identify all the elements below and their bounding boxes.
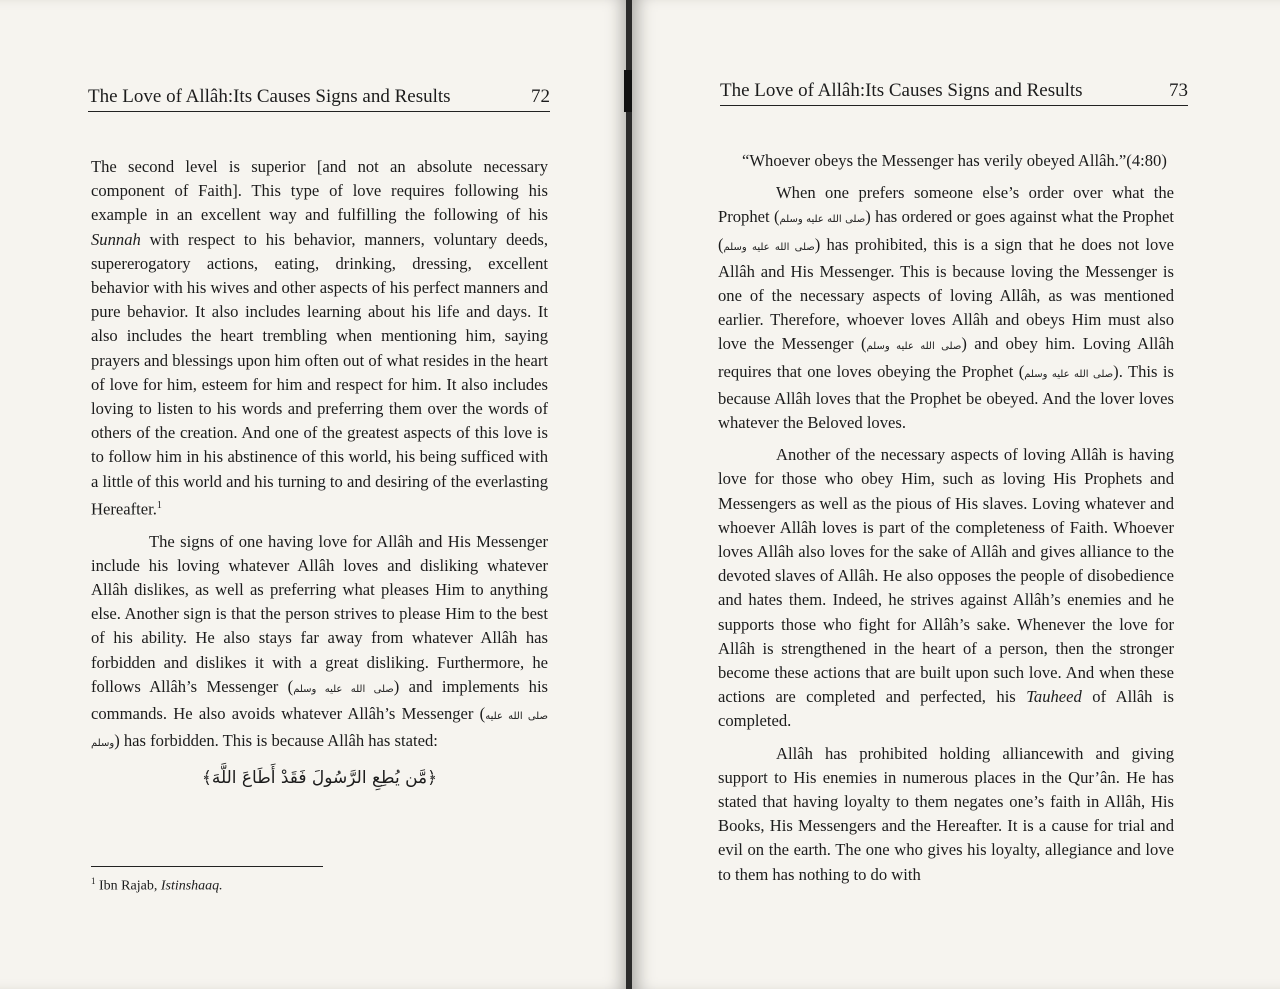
arabic-salutation: صلى الله عليه وسلم — [779, 214, 866, 226]
left-paragraph-2: The signs of one having love for Allâh and His Messenger include his loving whatever Allâh loves and disliking whatever Allâh dislikes, as well as preferring what pleases Him to anything else. Another sign is that the person strives to please Him to the best of his ability. He also stays far away from whatever Allâh has forbidden and dislikes it with a great disliking. Furthermore, he follows Allâh’s Messenger (صلى الله عليه وسلم) and implements his commands. He also avoids whatever Allâh’s Messenger (صلى الله عليه وسلم) has forbidden. This is because Allâh has stated: — [91, 531, 549, 751]
left-running-header — [88, 86, 550, 112]
arabic-salutation: صلى الله عليه وسلم — [293, 683, 394, 695]
arabic-salutation: صلى الله عليه وسلم — [723, 241, 815, 253]
right-body-text — [718, 149, 1174, 887]
right-page — [632, 0, 1280, 989]
left-paragraph-1: The second level is superior [and not an absolute necessary component of Faith]. This type of love requires following his example in an excellent way and fulfilling the following of his Sunnah with respect to his behavior, manners, voluntary deeds, supererogatory actions, eating, drinking, dressing, excellent behavior with his wives and other aspects of his perfect manners and pure behavior. It also includes learning about his life and days. It also includes the heart trembling when mentioning him, saying prayers and blessings upon him often out of what resides in the heart of love for him, esteem for him and respect for him. It also includes loving to listen to his words and preferring them over the words of others of the creation. And one of the greatest aspects of this love is to follow him in his abstinence of this world, his being sufficed with a little of this world and his turning to and desiring of the everlasting Hereafter.$^1$ — [91, 157, 548, 519]
right-header-title: The Love of Allâh:Its Causes Signs and Results — [720, 80, 1083, 101]
arabic-salutation: صلى الله عليه وسلم — [866, 341, 962, 353]
right-paragraph-1: When one prefers someone else’s order over what the Prophet (صلى الله عليه وسلم) has ordered or goes against what the Prophet (صلى الله عليه وسلم) has prohibited, this is a sign that he does not love Allâh and His Messenger. This is because loving the Messenger is one of the necessary aspects of loving Allâh, as was mentioned earlier. Therefore, whoever loves Allâh and obeys Him must also love the Messenger (صلى الله عليه وسلم) and obey him. Loving Allâh requires that one loves obeying the Prophet (صلى الله عليه وسلم). This is because Allâh loves that the Prophet be obeyed. And the lover loves whatever the Beloved loves. — [718, 183, 1175, 433]
quran-verse-arabic: ﴿مَّن يُطِعِ الرَّسُولَ فَقَدْ أَطَاعَ اللَّهَ﴾ — [201, 768, 438, 789]
right-running-header — [720, 80, 1188, 106]
footnote-divider — [91, 866, 323, 867]
right-page-number: 73 — [1169, 80, 1188, 101]
sunnah-term: Sunnah — [91, 229, 141, 249]
footnote-reference: 1 — [156, 499, 162, 511]
arabic-salutation: صلى الله عليه وسلم — [91, 711, 548, 750]
left-page-number: 72 — [531, 86, 550, 107]
arabic-salutation: صلى الله عليه وسلم — [1024, 368, 1114, 380]
left-body-text — [91, 155, 548, 791]
tauheed-term: Tauheed — [1026, 687, 1082, 707]
left-page — [0, 0, 628, 989]
footnote: $^1$ Ibn Rajab, Istinshaaq. — [91, 876, 223, 894]
verse-translation-quote: “Whoever obeys the Messenger has verily obeyed Allâh.”(4:80) — [742, 151, 1167, 170]
right-paragraph-2: Another of the necessary aspects of loving Allâh is having love for those who obey Him, such as loving His Prophets and Messengers as well as the pious of His slaves. Loving whatever and whoever Allâh loves is part of the completeness of Faith. Whoever loves Allâh also loves for the sake of Allâh and gives alliance to the devoted slaves of Allâh. He also opposes the people of disobedience and hates them. Indeed, he strives against Allâh’s enemies and he supports those who fight for Allâh’s sake. Whenever the love for Allâh is strengthened in the heart of a person, then the stronger become these actions that are built upon such love. And when these actions are completed and perfected, his Tauheed of Allâh is completed. — [718, 445, 1174, 731]
left-header-title: The Love of Allâh:Its Causes Signs and Results — [88, 86, 451, 107]
right-paragraph-3: Allâh has prohibited holding alliancewith and giving support to His enemies in numerous places in the Qur’ân. He has stated that having loyalty to them negates one’s faith in Allâh, His Books, His Messengers and the Hereafter. It is a cause for trial and evil on the earth. The one who gives his loyalty, allegiance and love to them has nothing to do with — [718, 743, 1174, 884]
